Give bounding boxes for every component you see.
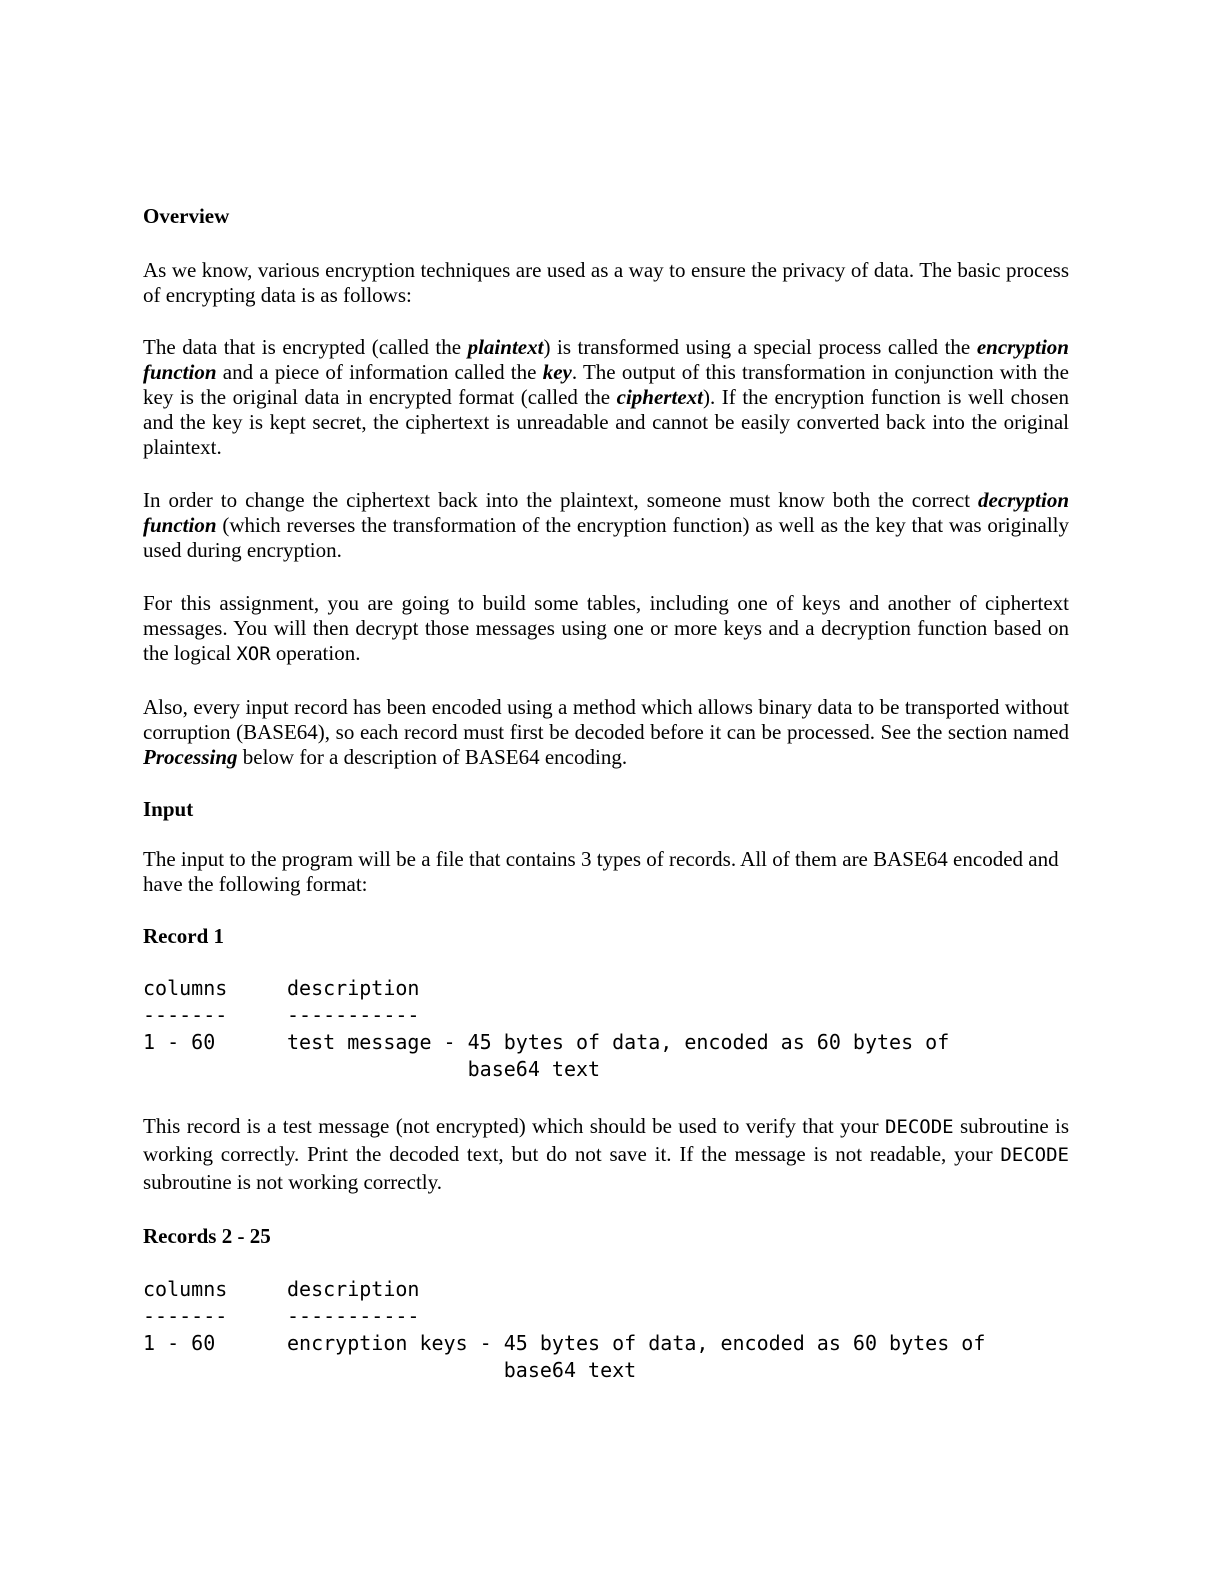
- record1-data-row-continuation: [143, 1056, 1069, 1083]
- document-page: [143, 203, 1069, 1384]
- overview-paragraph-3: In order to change the ciphertext back into the plaintext, someone must know both the correct decryption function (which reverses the transformation of the encryption function) as well as the key that was originally used during encryption.: [143, 488, 1069, 562]
- record1-columns-header: columns: [143, 976, 228, 1000]
- record1-rule-row: [143, 1002, 1069, 1029]
- records2-25-description-header: description: [287, 1277, 420, 1301]
- record1-columns-value: 1 - 60: [143, 1030, 216, 1054]
- overview-heading: Overview: [143, 204, 230, 228]
- term-key: key: [542, 360, 572, 384]
- records2-25-heading: Records 2 - 25: [143, 1224, 271, 1248]
- record1-description-header: description: [287, 976, 420, 1000]
- record1-description-rule: -----------: [287, 1003, 420, 1027]
- overview-paragraph-1: As we know, various encryption techniques are used as a way to ensure the privacy of data. The basic process of encrypting data is as follows:: [143, 258, 1069, 307]
- decode-code-1: DECODE: [884, 1116, 954, 1138]
- records2-25-columns-rule: -------: [143, 1304, 228, 1328]
- records2-25-columns-value: 1 - 60: [143, 1331, 216, 1355]
- overview-paragraph-5: Also, every input record has been encoded using a method which allows binary data to be transported without corruption (BASE64), so each record must first be decoded before it can be processed. See the section named Processing below for a description of BASE64 encoding.: [143, 695, 1069, 769]
- record1-columns-rule: -------: [143, 1003, 228, 1027]
- overview-paragraph-4: For this assignment, you are going to build some tables, including one of keys and another of ciphertext messages. You will then decrypt those messages using one or more keys and a decryption function based on the logical XOR operation.: [143, 591, 1069, 665]
- input-heading: Input: [143, 797, 194, 821]
- decode-code-2: DECODE: [1000, 1144, 1069, 1166]
- records2-25-data-row: [143, 1330, 1069, 1357]
- record1-description-continuation: base64 text: [287, 1057, 601, 1081]
- records2-25-description-rule: -----------: [287, 1304, 420, 1328]
- term-ciphertext: ciphertext: [616, 385, 703, 409]
- records2-25-columns-header: columns: [143, 1277, 228, 1301]
- records2-25-layout: [143, 1276, 1069, 1384]
- record1-data-row: [143, 1029, 1069, 1056]
- record1-note: This record is a test message (not encrypted) which should be used to verify that your DECODE subroutine is working correctly. Print the decoded text, but do not save it. If the message is not readable, your DECODE subroutine is not working correctly.: [143, 1114, 1069, 1194]
- records2-25-data-row-continuation: [143, 1357, 1069, 1384]
- term-plaintext: plaintext: [467, 335, 544, 359]
- record1-description-value: test message - 45 bytes of data, encoded as 60 bytes of: [287, 1030, 950, 1054]
- records2-25-description-continuation: base64 text: [287, 1358, 637, 1382]
- overview-paragraph-2: The data that is encrypted (called the plaintext) is transformed using a special process called the encryption function and a piece of information called the key. The output of this transformation in conjunction with the key is the original data in encrypted format (called the ciphertext). If the encryption function is well chosen and the key is kept secret, the ciphertext is unreadable and cannot be easily converted back into the original plaintext.: [143, 335, 1070, 459]
- record1-layout: [143, 975, 1069, 1083]
- records2-25-description-value: encryption keys - 45 bytes of data, encoded as 60 bytes of: [287, 1331, 986, 1355]
- records2-25-header-row: [143, 1276, 1069, 1303]
- input-paragraph: The input to the program will be a file that contains 3 types of records. All of them are BASE64 encoded and have the following format:: [143, 847, 1059, 896]
- record1-header-row: [143, 975, 1069, 1002]
- records2-25-rule-row: [143, 1303, 1069, 1330]
- record1-heading: Record 1: [143, 924, 225, 948]
- term-processing: Processing: [143, 745, 238, 769]
- xor-code: XOR: [236, 643, 271, 665]
- term-decryption-function: decryption function: [143, 488, 1069, 537]
- term-encryption-function: encryption function: [143, 335, 1069, 384]
